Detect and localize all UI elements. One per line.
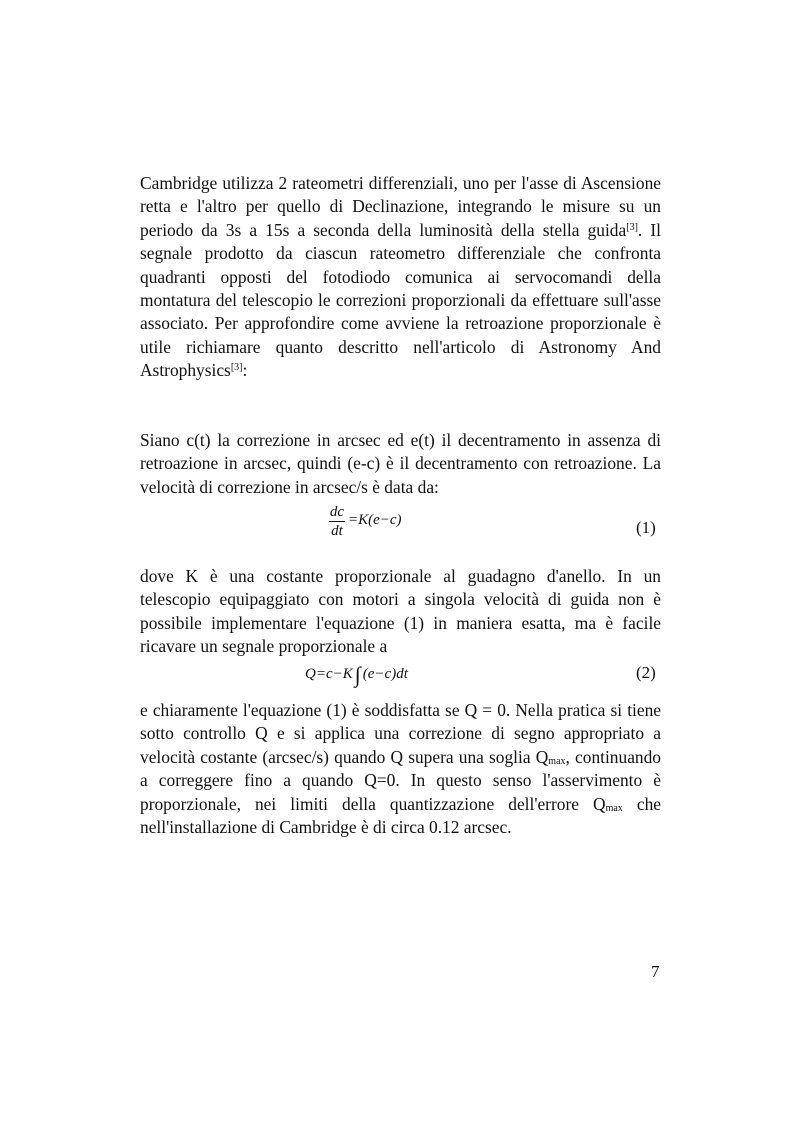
equation-integrand: (e−c)dt: [362, 666, 408, 682]
fraction-numerator: dc: [329, 504, 345, 520]
paragraph-text: :: [242, 360, 248, 381]
paragraph-text: che nell'installazione di Cambridge è di circa 0.12 arcsec.: [140, 793, 662, 838]
citation-reference: [3]: [230, 362, 243, 374]
equation-rhs: =K(e−c): [348, 512, 402, 528]
paragraph-text: Cambridge utilizza 2 rateometri differenziali, uno per l'asse di Ascensione retta e l'altro per quello di Declinazione, integrando le misure su un periodo da 3s a 15s a seconda della luminosità della stella guida: [140, 173, 661, 240]
equation-1: [328, 503, 448, 541]
citation-reference: [3]: [626, 221, 638, 233]
paragraph-text: Siano c(t) la correzione in arcsec ed e(t) il decentramento in assenza di retroazione in arcsec, quindi (e-c) è il decentramento con retroazione. La velocità di correzione in arcsec/s è data da:: [140, 430, 661, 497]
paragraph-rateometri: [140, 172, 661, 383]
paragraph-text: . Il segnale prodotto da ciascun rateometro differenziale che confronta quadranti opposti del fotodiodo comunica ai servocomandi della montatura del telescopio le correzioni proporzionali da effettuare sull'asse associato. Per approfondire come avviene la retroazione proporzionale è utile richiamare quanto descritto nell'articolo di Astronomy And Astrophysics: [140, 219, 661, 381]
paragraph-text: e chiaramente l'equazione (1) è soddisfatta se Q = 0. Nella pratica si tiene sotto controllo Q e si applica una correzione di segno appropriato a velocità costante (arcsec/s) quando Q supera una soglia Q: [140, 700, 661, 767]
equation-number-2: (2): [636, 663, 656, 682]
equation-lhs: Q=c−K: [305, 666, 353, 682]
subscript: max: [548, 755, 566, 767]
subscript: max: [605, 802, 623, 814]
paragraph-text: dove K è una costante proporzionale al guadagno d'anello. In un telescopio equipaggiato con motori a singola velocità di guida non è possibile implementare l'equazione (1) in maniera esatta, ma è facile ricavare un segnale proporzionale a: [140, 566, 661, 657]
fraction: [328, 503, 346, 540]
fraction-denominator: dt: [331, 523, 343, 539]
paragraph-segnale: [140, 565, 661, 659]
integral-sign: ∫: [354, 662, 361, 687]
equation-2: [305, 662, 408, 688]
paragraph-definitions: [140, 429, 661, 499]
paragraph-text: , continuando a correggere fino a quando Q=0. In questo senso l'asservimento è proporzionale, nei limiti della quantizzazione dell'errore Q: [140, 746, 661, 814]
page-number: 7: [651, 962, 660, 981]
equation-number-1: (1): [636, 518, 656, 537]
paragraph-asservimento: [140, 699, 661, 839]
